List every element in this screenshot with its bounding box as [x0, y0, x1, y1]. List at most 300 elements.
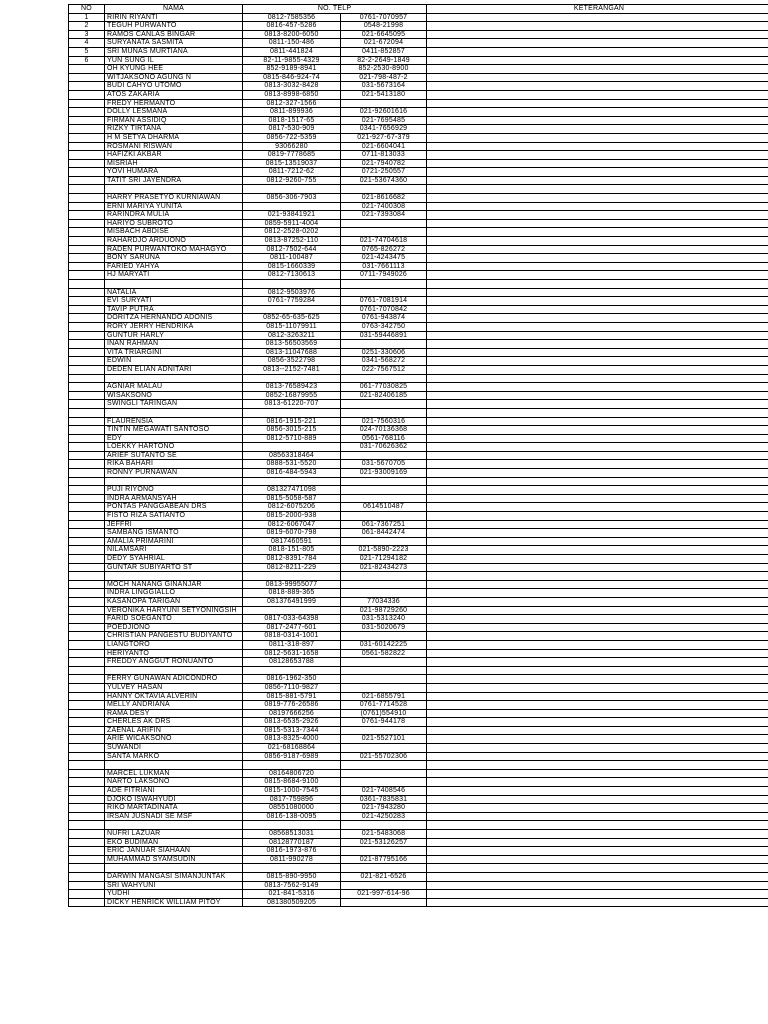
table-row: [69, 142, 768, 151]
cell-phone-2: 021-87795166: [341, 855, 427, 864]
cell-nama: MARCEL LUKMAN: [105, 769, 243, 778]
cell-phone-1: 0819-6070-798: [243, 529, 341, 538]
cell-keterangan: [427, 572, 768, 581]
cell-phone-1: 0818-1517-65: [243, 116, 341, 125]
table-row: [69, 47, 768, 56]
table-row: [69, 245, 768, 254]
cell-nama: ARIEF SUTANTO SE: [105, 451, 243, 460]
cell-keterangan: [427, 340, 768, 349]
cell-phone-2: 021-53674360: [341, 176, 427, 185]
table-row: [69, 185, 768, 194]
table-row: [69, 675, 768, 684]
table-row: [69, 194, 768, 203]
cell-keterangan: [427, 47, 768, 56]
cell-phone-1: 0813-7562-9149: [243, 881, 341, 890]
cell-phone-2: 021-71294182: [341, 555, 427, 564]
cell-phone-2: 021-7695485: [341, 116, 427, 125]
cell-keterangan: [427, 13, 768, 22]
cell-phone-2: 021-5483068: [341, 830, 427, 839]
cell-keterangan: [427, 280, 768, 289]
cell-phone-2: [341, 726, 427, 735]
cell-keterangan: [427, 778, 768, 787]
cell-phone-2: 021-4243475: [341, 254, 427, 263]
cell-phone-1: 0817-033-64398: [243, 615, 341, 624]
cell-no: [69, 159, 105, 168]
cell-no: [69, 211, 105, 220]
table-row: [69, 890, 768, 899]
cell-phone-1: 0856-9187-6989: [243, 752, 341, 761]
cell-phone-1: 0817-2477-601: [243, 623, 341, 632]
cell-nama: POEDJIONO: [105, 623, 243, 632]
cell-keterangan: [427, 597, 768, 606]
table-row: [69, 649, 768, 658]
table-row: [69, 752, 768, 761]
cell-phone-2: 021-7393084: [341, 211, 427, 220]
table-row: [69, 280, 768, 289]
cell-no: [69, 280, 105, 289]
cell-no: [69, 744, 105, 753]
cell-keterangan: [427, 254, 768, 263]
cell-phone-2: [341, 632, 427, 641]
cell-no: [69, 194, 105, 203]
cell-keterangan: [427, 73, 768, 82]
cell-no: [69, 176, 105, 185]
cell-keterangan: [427, 752, 768, 761]
cell-phone-1: 0818-889-365: [243, 589, 341, 598]
cell-keterangan: [427, 90, 768, 99]
table-row: [69, 262, 768, 271]
cell-phone-1: 0813-8325-4000: [243, 735, 341, 744]
cell-no: [69, 82, 105, 91]
cell-nama: TATIT SRI JAYENDRA: [105, 176, 243, 185]
cell-phone-1: 0811-899936: [243, 108, 341, 117]
cell-nama: JEFFRI: [105, 520, 243, 529]
cell-no: 5: [69, 47, 105, 56]
cell-phone-1: [243, 374, 341, 383]
cell-no: [69, 769, 105, 778]
cell-no: [69, 640, 105, 649]
cell-keterangan: [427, 331, 768, 340]
cell-phone-1: 0815-13519037: [243, 159, 341, 168]
cell-keterangan: [427, 82, 768, 91]
table-row: [69, 881, 768, 890]
cell-no: [69, 460, 105, 469]
cell-phone-1: [243, 666, 341, 675]
table-row: [69, 640, 768, 649]
cell-keterangan: [427, 305, 768, 314]
cell-phone-1: 0812-6067047: [243, 520, 341, 529]
cell-phone-2: 0711-813033: [341, 151, 427, 160]
table-row: [69, 159, 768, 168]
cell-phone-1: 021-841-5316: [243, 890, 341, 899]
cell-phone-1: 0816-138-0095: [243, 812, 341, 821]
cell-nama: RIZKY TIRTANA: [105, 125, 243, 134]
cell-keterangan: [427, 632, 768, 641]
cell-no: [69, 400, 105, 409]
cell-keterangan: [427, 348, 768, 357]
cell-nama: DORITZA HERNANDO ADONIS: [105, 314, 243, 323]
cell-phone-2: 031-5673164: [341, 82, 427, 91]
cell-nama: NILAMSARI: [105, 546, 243, 555]
cell-phone-2: 021-672094: [341, 39, 427, 48]
cell-phone-1: 0816-1973-876: [243, 847, 341, 856]
cell-no: [69, 864, 105, 873]
cell-phone-2: [341, 494, 427, 503]
cell-nama: SWINGLI TARINGAN: [105, 400, 243, 409]
cell-phone-2: [341, 185, 427, 194]
cell-phone-1: 0812-9260-755: [243, 176, 341, 185]
cell-phone-2: 021-6604041: [341, 142, 427, 151]
table-row: [69, 718, 768, 727]
cell-phone-1: 08563318464: [243, 451, 341, 460]
cell-phone-2: [341, 744, 427, 753]
cell-keterangan: [427, 460, 768, 469]
table-row: [69, 520, 768, 529]
cell-keterangan: [427, 701, 768, 710]
cell-keterangan: [427, 194, 768, 203]
table-row: [69, 22, 768, 31]
cell-phone-1: 0812-2528-0202: [243, 228, 341, 237]
table-row: [69, 365, 768, 374]
cell-phone-1: 0817460591: [243, 537, 341, 546]
cell-nama: DEDEN ELIAN ADNITARI: [105, 365, 243, 374]
cell-no: [69, 168, 105, 177]
cell-phone-2: 021-98729260: [341, 606, 427, 615]
cell-phone-2: [341, 769, 427, 778]
cell-no: [69, 855, 105, 864]
cell-no: [69, 597, 105, 606]
cell-no: [69, 125, 105, 134]
cell-nama: TAVIP PUTRA: [105, 305, 243, 314]
cell-nama: RORY JERRY HENDRIKA: [105, 322, 243, 331]
cell-phone-1: 0812-3263211: [243, 331, 341, 340]
cell-no: [69, 417, 105, 426]
cell-phone-2: [341, 898, 427, 907]
cell-keterangan: [427, 494, 768, 503]
cell-phone-1: 0761-7759284: [243, 297, 341, 306]
cell-no: [69, 219, 105, 228]
cell-phone-2: 021-7560316: [341, 417, 427, 426]
cell-phone-2: [341, 288, 427, 297]
cell-no: [69, 245, 105, 254]
cell-nama: SAMBANG ISMANTO: [105, 529, 243, 538]
cell-keterangan: [427, 795, 768, 804]
cell-no: 3: [69, 30, 105, 39]
cell-keterangan: [427, 735, 768, 744]
cell-nama: OH KYUNG HEE: [105, 65, 243, 74]
table-row: [69, 202, 768, 211]
cell-no: [69, 202, 105, 211]
cell-keterangan: [427, 881, 768, 890]
cell-no: [69, 90, 105, 99]
cell-phone-1: 0852-65-635-625: [243, 314, 341, 323]
cell-phone-1: [243, 185, 341, 194]
cell-keterangan: [427, 666, 768, 675]
cell-phone-1: 0812-7130613: [243, 271, 341, 280]
cell-phone-1: 0813-76589423: [243, 383, 341, 392]
cell-phone-1: [243, 572, 341, 581]
cell-nama: ATOS ZAKARIA: [105, 90, 243, 99]
cell-phone-1: [243, 443, 341, 452]
cell-phone-1: 0812-8211-229: [243, 563, 341, 572]
cell-no: [69, 443, 105, 452]
cell-phone-1: 0818-0314-1001: [243, 632, 341, 641]
cell-keterangan: [427, 555, 768, 564]
cell-phone-1: 0816-1962-350: [243, 675, 341, 684]
cell-keterangan: [427, 649, 768, 658]
table-row: [69, 597, 768, 606]
cell-phone-1: [243, 280, 341, 289]
cell-no: [69, 735, 105, 744]
table-row: [69, 417, 768, 426]
cell-nama: BUDI CAHYO UTOMO: [105, 82, 243, 91]
table-row: [69, 90, 768, 99]
cell-phone-2: 021-5890-2223: [341, 546, 427, 555]
table-row: [69, 99, 768, 108]
cell-keterangan: [427, 821, 768, 830]
cell-nama: RIKA BAHARI: [105, 460, 243, 469]
cell-no: [69, 701, 105, 710]
cell-phone-2: [341, 486, 427, 495]
table-row: [69, 73, 768, 82]
cell-phone-1: 0813-87252-110: [243, 237, 341, 246]
cell-keterangan: [427, 176, 768, 185]
cell-no: [69, 830, 105, 839]
cell-phone-1: 081327471098: [243, 486, 341, 495]
cell-keterangan: [427, 228, 768, 237]
table-row: [69, 847, 768, 856]
cell-keterangan: [427, 22, 768, 31]
cell-nama: [105, 572, 243, 581]
cell-no: [69, 555, 105, 564]
cell-phone-1: 0812-5710-889: [243, 434, 341, 443]
cell-phone-2: 0561-768116: [341, 434, 427, 443]
cell-phone-2: 061-8442474: [341, 529, 427, 538]
cell-phone-2: 852-2530-8900: [341, 65, 427, 74]
cell-phone-2: 021-997-614-96: [341, 890, 427, 899]
cell-nama: AGNIAR MALAU: [105, 383, 243, 392]
cell-keterangan: [427, 623, 768, 632]
cell-no: [69, 872, 105, 881]
cell-no: [69, 752, 105, 761]
cell-phone-2: [341, 99, 427, 108]
cell-no: [69, 692, 105, 701]
table-row: [69, 168, 768, 177]
cell-nama: [105, 761, 243, 770]
cell-phone-2: 021-93009169: [341, 469, 427, 478]
cell-phone-1: 0813-99955077: [243, 580, 341, 589]
cell-keterangan: [427, 211, 768, 220]
cell-phone-2: [341, 821, 427, 830]
cell-nama: DARWIN MANGASI SIMANJUNTAK: [105, 872, 243, 881]
table-row: [69, 288, 768, 297]
cell-keterangan: [427, 838, 768, 847]
cell-nama: [105, 280, 243, 289]
header-keterangan: KETERANGAN: [427, 5, 768, 14]
cell-nama: INAN RAHMAN: [105, 340, 243, 349]
cell-nama: [105, 864, 243, 873]
cell-no: [69, 512, 105, 521]
cell-phone-2: 021-74704618: [341, 237, 427, 246]
cell-keterangan: [427, 615, 768, 624]
cell-phone-1: 0813-11047688: [243, 348, 341, 357]
cell-phone-1: 0811-100487: [243, 254, 341, 263]
cell-phone-2: [341, 477, 427, 486]
cell-phone-1: 0859-5911-4004: [243, 219, 341, 228]
cell-phone-2: [341, 580, 427, 589]
table-row: [69, 692, 768, 701]
cell-keterangan: [427, 108, 768, 117]
cell-no: [69, 494, 105, 503]
cell-nama: RAMOS CANLAS BINGAR: [105, 30, 243, 39]
cell-phone-2: 0251-330606: [341, 348, 427, 357]
cell-phone-2: [341, 228, 427, 237]
cell-nama: HANNY OKTAVIA ALVERIN: [105, 692, 243, 701]
cell-phone-2: [341, 589, 427, 598]
cell-phone-1: 0816-484-5943: [243, 469, 341, 478]
cell-no: [69, 529, 105, 538]
cell-phone-1: 0812-5631-1658: [243, 649, 341, 658]
cell-no: [69, 486, 105, 495]
cell-phone-2: 031-5313240: [341, 615, 427, 624]
cell-phone-1: 021-93841921: [243, 211, 341, 220]
cell-keterangan: [427, 168, 768, 177]
cell-phone-1: 0856-722-5359: [243, 133, 341, 142]
table-row: [69, 348, 768, 357]
cell-keterangan: [427, 769, 768, 778]
cell-nama: HJ MARYATI: [105, 271, 243, 280]
cell-phone-1: 081376491999: [243, 597, 341, 606]
cell-keterangan: [427, 365, 768, 374]
cell-phone-2: 021-5413180: [341, 90, 427, 99]
table-row: [69, 271, 768, 280]
cell-phone-2: 021-7408546: [341, 787, 427, 796]
cell-nama: EDWIN: [105, 357, 243, 366]
cell-nama: TINTIN MEGAWATI SANTOSO: [105, 426, 243, 435]
cell-phone-2: 031-60142225: [341, 640, 427, 649]
cell-keterangan: [427, 262, 768, 271]
cell-keterangan: [427, 503, 768, 512]
cell-phone-2: 0763-342750: [341, 322, 427, 331]
cell-nama: [105, 374, 243, 383]
cell-keterangan: [427, 855, 768, 864]
cell-keterangan: [427, 486, 768, 495]
cell-phone-1: [243, 606, 341, 615]
cell-no: [69, 572, 105, 581]
cell-nama: INDRA ARMANSYAH: [105, 494, 243, 503]
cell-nama: FERRY GUNAWAN ADICONDRO: [105, 675, 243, 684]
cell-phone-1: 0856-306-7903: [243, 194, 341, 203]
cell-no: [69, 847, 105, 856]
cell-phone-2: [341, 778, 427, 787]
cell-keterangan: [427, 812, 768, 821]
cell-keterangan: [427, 383, 768, 392]
cell-phone-2: 0614510487: [341, 503, 427, 512]
cell-phone-2: 021-6645095: [341, 30, 427, 39]
cell-phone-2: 0341-7656929: [341, 125, 427, 134]
cell-nama: LOEKKY HARTONO: [105, 443, 243, 452]
cell-phone-1: 0816-457-5286: [243, 22, 341, 31]
table-row: [69, 237, 768, 246]
cell-nama: MUHAMMAD SYAMSUDIN: [105, 855, 243, 864]
cell-no: [69, 546, 105, 555]
cell-phone-1: 0856-7110-9827: [243, 683, 341, 692]
table-row: [69, 666, 768, 675]
cell-keterangan: [427, 288, 768, 297]
cell-phone-2: 031-7661113: [341, 262, 427, 271]
cell-no: [69, 383, 105, 392]
cell-phone-2: 0761-943874: [341, 314, 427, 323]
table-row: [69, 116, 768, 125]
cell-keterangan: [427, 787, 768, 796]
cell-no: [69, 683, 105, 692]
table-row: [69, 460, 768, 469]
table-row: [69, 606, 768, 615]
cell-keterangan: [427, 847, 768, 856]
cell-no: [69, 314, 105, 323]
cell-phone-1: 852-9189-8941: [243, 65, 341, 74]
cell-phone-1: 82-11-9855-4329: [243, 56, 341, 65]
contact-table: [68, 4, 768, 907]
cell-nama: IRSAN JUSNADI SE MSF: [105, 812, 243, 821]
cell-keterangan: [427, 357, 768, 366]
cell-phone-1: 0813-56503569: [243, 340, 341, 349]
cell-phone-2: 021-798-487-2: [341, 73, 427, 82]
cell-no: [69, 838, 105, 847]
cell-phone-2: 061-7367251: [341, 520, 427, 529]
cell-no: [69, 228, 105, 237]
cell-nama: RIRIN RIYANTI: [105, 13, 243, 22]
table-row: [69, 778, 768, 787]
cell-no: [69, 185, 105, 194]
cell-nama: RAHARDJO ARDUONO: [105, 237, 243, 246]
cell-keterangan: [427, 374, 768, 383]
cell-no: [69, 340, 105, 349]
cell-no: [69, 537, 105, 546]
cell-no: [69, 357, 105, 366]
cell-phone-1: 08197666256: [243, 709, 341, 718]
cell-phone-2: 0548-21998: [341, 22, 427, 31]
cell-phone-2: 031-70626362: [341, 443, 427, 452]
cell-nama: HARIYO SUBROTO: [105, 219, 243, 228]
cell-phone-2: [341, 572, 427, 581]
cell-phone-2: [341, 280, 427, 289]
table-row: [69, 830, 768, 839]
cell-nama: HARRY PRASETYO KURNIAWAN: [105, 194, 243, 203]
cell-phone-1: 0852-16879955: [243, 391, 341, 400]
table-row: [69, 219, 768, 228]
cell-nama: YULVEY HASAN: [105, 683, 243, 692]
table-body: [69, 13, 768, 907]
cell-no: 2: [69, 22, 105, 31]
cell-keterangan: [427, 30, 768, 39]
table-row: [69, 426, 768, 435]
cell-phone-2: 021-82434273: [341, 563, 427, 572]
cell-phone-2: 021-821-6526: [341, 872, 427, 881]
cell-no: [69, 348, 105, 357]
cell-nama: FREDY HERMANTO: [105, 99, 243, 108]
cell-phone-1: 0813--2152-7481: [243, 365, 341, 374]
cell-phone-1: 0815-881-5791: [243, 692, 341, 701]
cell-phone-2: [341, 374, 427, 383]
table-row: [69, 838, 768, 847]
cell-keterangan: [427, 417, 768, 426]
cell-no: [69, 898, 105, 907]
table-header: [69, 5, 768, 14]
header-nama: NAMA: [105, 5, 243, 14]
cell-no: [69, 65, 105, 74]
cell-no: 1: [69, 13, 105, 22]
